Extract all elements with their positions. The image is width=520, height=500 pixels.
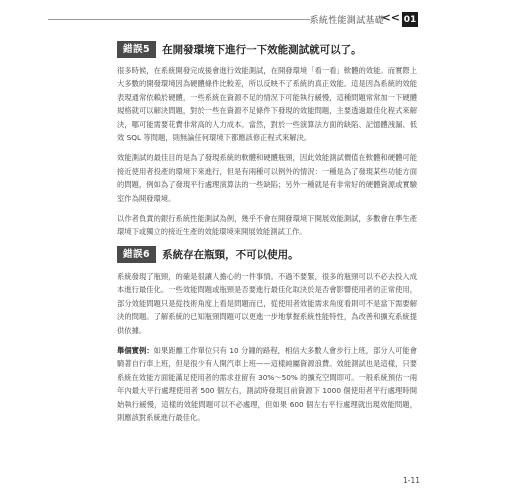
chevron-double-left-icon: <<: [381, 11, 400, 24]
section-heading-error-6: [117, 246, 417, 264]
example-label: 舉個實例：: [117, 345, 154, 355]
section-tag: 錯誤5: [117, 41, 156, 58]
paragraph: 系統發現了瓶頸，的確是很讓人擔心的一件事情。不過不要緊，很多的瓶頸可以不必去投入成本進行最佳化。一些效能問題或瓶頸是否要進行最佳化取決於是否會影響使用者的正常使用，部分效能問題只是從技術角度上看是問題而已，從使用者效能需求角度看則可不是當下需要解決的問題。了解系統的已知瓶頸問題可以更進一步地掌握系統性能特性，為改善和擴充系統提供依據。: [117, 271, 417, 335]
section-title: 在開發環境下進行一下效能測試就可以了。: [162, 43, 362, 56]
example-text: 如果距離工作單位只有 10 分鐘的路程，相信大多數人會步行上班，部分人可能會騎著自行車上班，但是很少有人開汽車上班——這樣純屬資源浪費。效能測試也是這樣，只要系統在效能方面能滿足使用者的需求並留有 30%～50% 的擴充空間即可。一般系統預估一兩年內最大平行處理使用者 500 個左右，測試時發現目前資源下 1000 個使用者平行處理時開始執行緩慢，這樣的效能問題可以不必處理，但如果 600 個左右平行處理就出現效能問題，則應該對系統進行最佳化。: [117, 345, 417, 422]
paragraph: 效能測試的最佳目的是為了發現系統的軟體和硬體瓶頸，因此效能測試價值在軟體和硬體可能接近使用者投產的環境下來進行，但是有兩種可以例外的情況：一種是為了發現某些功能方面的問題，例如為了發現平行處理演算法的一些缺陷；另外一種就是有非常好的硬體資源或實驗室作為開發環境。: [117, 153, 417, 203]
chapter-number-badge: 01: [402, 12, 418, 27]
paragraph: 很多時候，在系統開發完成後會進行效能測試，在開發環境「看一看」軟體的效能。而實際上大多數的開發環境因為硬體條件比較差，所以反映不了系統的真正效能。這是因為系統的效能表現通常依賴於硬體，一些系統在資源不足的情況下可能執行緩慢，這種問題常常加一下硬體規格就可以解決問題，對於一些在資源不足條件下發現的效能問題，主要透過最佳化程式來解決，哪可能需要花費非常高的人力成本。當然，對於一些演算法方面的缺陷、記憶體洩漏、低效 SQL 等問題，則無論任何環境下都應該修正程式來解決。: [117, 66, 417, 143]
running-title: 系統性能測試基礎: [309, 16, 384, 26]
page-body: [117, 40, 417, 431]
page-header: [0, 12, 520, 28]
section-tag: 錯誤6: [117, 246, 156, 263]
paragraph: 以作者負責的銀行系統性能測試為例，幾乎不會在開發環境下開展效能測試，多數會在準生產環境下或獨立的接近生產的效能環境來開展效能測試工作。: [117, 214, 417, 237]
section-heading-error-5: [117, 40, 417, 58]
example-paragraph: [117, 344, 417, 424]
section-title: 系統存在瓶頸，不可以使用。: [162, 249, 299, 262]
header-rule: [48, 19, 310, 20]
page-number: 1-11: [402, 476, 420, 485]
